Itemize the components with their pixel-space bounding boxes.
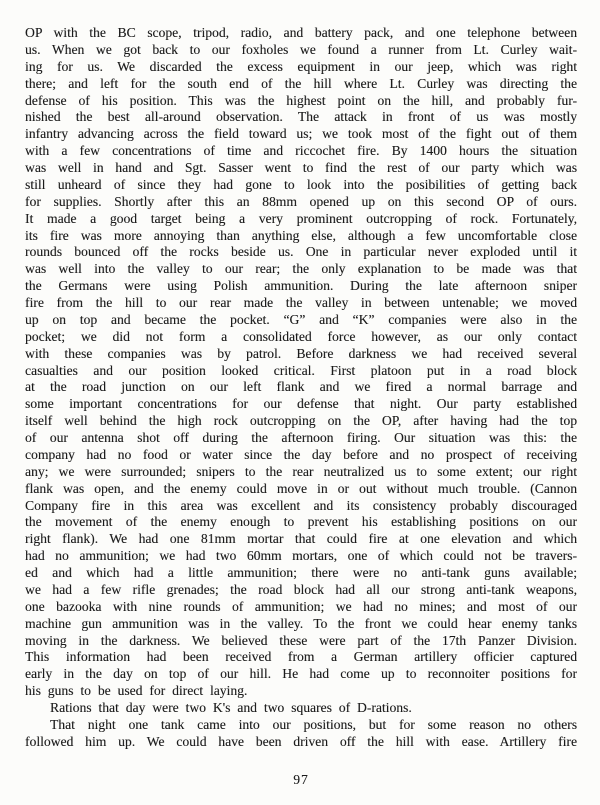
text-line: was well into the valley to our rear; the only explanation to be made was that <box>25 261 577 277</box>
text-line: Rations that day were two K's and two squares of D-rations. <box>50 700 412 715</box>
text-line: one bazooka with nine rounds of ammunition; we had no mines; and most of our <box>25 598 577 614</box>
text-line: OP with the BC scope, tripod, radio, and battery pack, and one telephone between <box>25 25 577 40</box>
text-line: This information had been received from a German artillery officier captured <box>25 649 577 665</box>
text-line: its fire was more annoying than anything else, although a few uncomfortable close <box>25 227 577 243</box>
text-line: with a few concentrations of time and riccochet fire. By 1400 hours the situation <box>25 143 577 159</box>
text-line: ed and which had a little ammunition; there were no anti-tank guns available; <box>25 565 577 580</box>
text-line: ing for us. We discarded the excess equipment in our jeep, which was right <box>25 58 577 74</box>
text-line: flank was open, and the enemy could move in or out without much trouble. (Cannon <box>25 480 577 496</box>
text-line: was well in hand and Sgt. Sasser went to find the rest of our party which was <box>25 160 577 175</box>
text-line: Company fire in this area was excellent and its consistency probably discouraged <box>25 497 577 513</box>
text-line: nished the best all-around observation. The attack in front of us was mostly <box>25 109 577 125</box>
text-line: any; we were surrounded; snipers to the rear neutralized us to some extent; our right <box>25 463 577 479</box>
text-line: with these companies was by patrol. Before darkness we had received several <box>25 345 577 361</box>
text-line: infantry advancing across the field toward us; we took most of the fight out of them <box>25 126 577 142</box>
text-line: early in the day on top of our hill. He had come up to reconnoiter positions for <box>25 666 577 682</box>
text-line: defense of his position. This was the highest point on the hill, and probably fur- <box>25 92 577 108</box>
text-line: right flank). We had one 81mm mortar that could fire at one elevation and which <box>25 531 577 547</box>
text-block <box>25 25 577 751</box>
text-line: It made a good target being a very prominent outcropping of rock. Fortunately, <box>25 210 577 226</box>
text-line: we had a few rifle grenades; the road block had all our strong anti-tank weapons, <box>25 581 577 597</box>
page-number: 97 <box>293 771 309 787</box>
text-line: followed him up. We could have been driven off the hill with ease. Artillery fire <box>25 733 577 749</box>
text-line: us. When we got back to our foxholes we found a runner from Lt. Curley wait- <box>25 41 577 57</box>
text-line: pocket; we did not form a consolidated force however, as our only contact <box>25 328 577 344</box>
text-line: the Germans were using Polish ammunition. During the late afternoon sniper <box>25 278 577 294</box>
text-line: his guns to be used for direct laying. <box>25 683 248 699</box>
text-line: That night one tank came into our positions, but for some reason no others <box>50 716 577 732</box>
text-line: still unheard of since they had gone to look into the posibilities of getting back <box>25 176 577 192</box>
text-line: at the road junction on our left flank and we fired a normal barrage and <box>25 379 577 395</box>
text-line: casualties and our position looked critical. First platoon put in a road block <box>25 362 577 378</box>
text-line: had no ammunition; we had two 60mm mortars, one of which could not be travers- <box>25 548 577 564</box>
text-line: itself well behind the high rock outcropping on the OP, after having had the top <box>25 413 577 429</box>
text-line: moving in the darkness. We believed these were part of the 17th Panzer Division. <box>25 632 577 648</box>
text-line: machine gun ammunition was in the valley. To the front we could hear enemy tanks <box>25 615 577 631</box>
text-line: rounds bounced off the rocks beside us. One in particular never exploded until it <box>25 244 577 260</box>
text-line: some important concentrations for our defense that night. Our party established <box>25 396 577 412</box>
text-line: of our antenna shot off during the afternoon firing. Our situation was this: the <box>25 430 577 445</box>
text-line: there; and left for the south end of the hill where Lt. Curley was directing the <box>25 75 577 91</box>
text-line: for supplies. Shortly after this an 88mm opened up on this second OP of ours. <box>25 193 577 209</box>
text-line: company had no food or water since the day before and no prospect of receiving <box>25 446 577 462</box>
text-line: fire from the hill to our rear made the valley in between untenable; we moved <box>25 295 577 310</box>
text-line: up on top and became the pocket. “G” and “K” companies were also in the <box>25 311 577 327</box>
text-line: the movement of the enemy enough to prevent his establishing positions on our <box>25 514 577 530</box>
